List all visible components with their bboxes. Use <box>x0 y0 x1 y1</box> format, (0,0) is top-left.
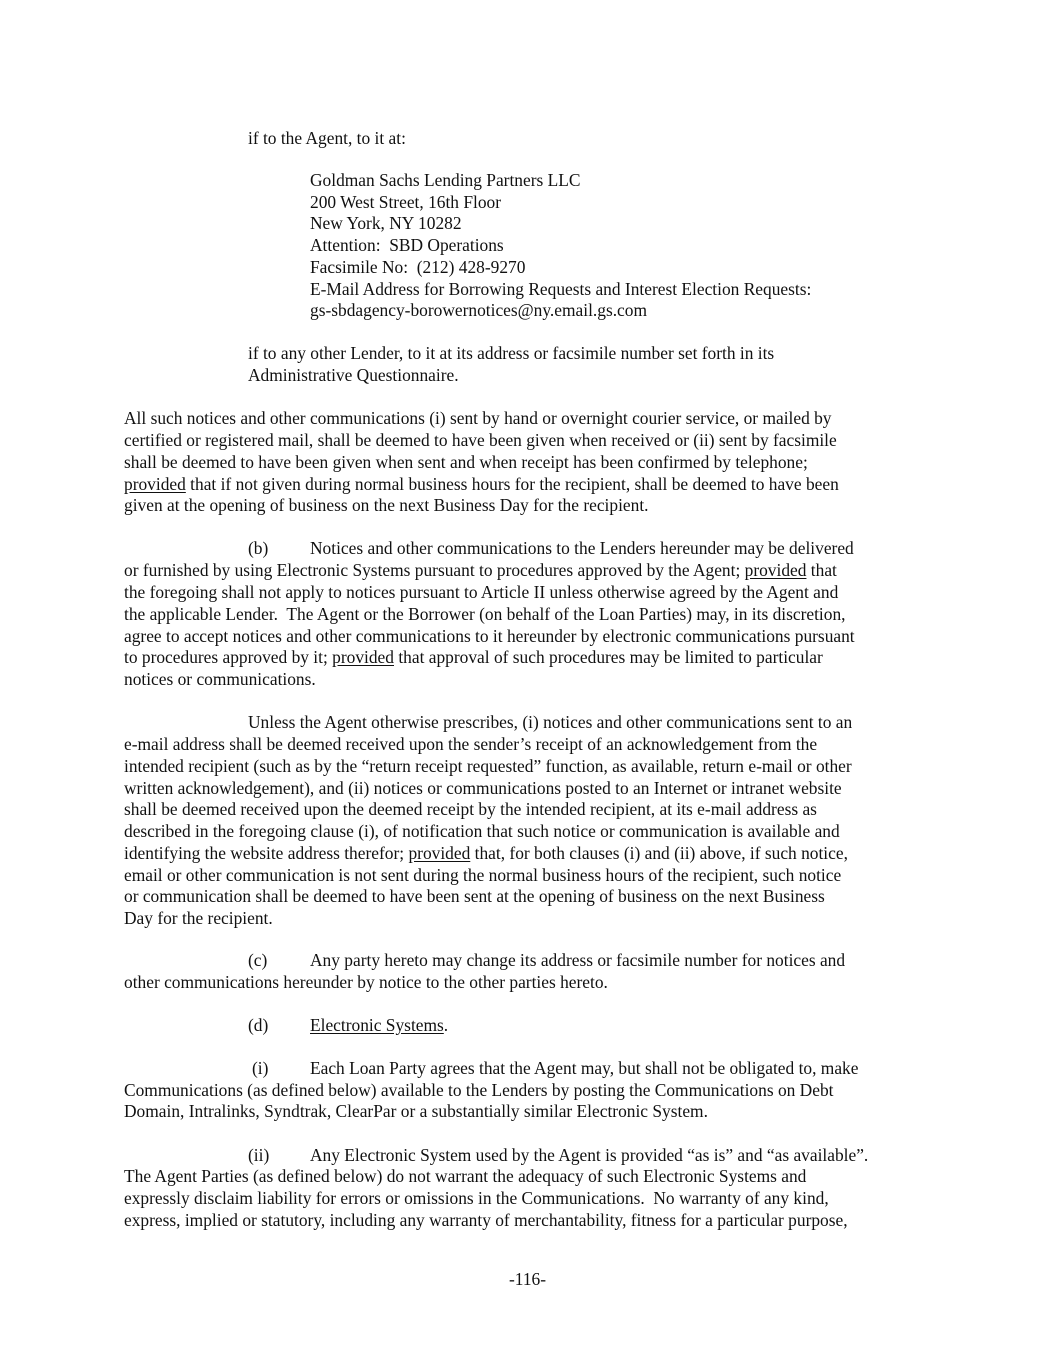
paragraph-line: The Agent Parties (as defined below) do not warrant the adequacy of such Electronic Systems and <box>124 1166 807 1186</box>
paragraph-line: Any party hereto may change its address or facsimile number for notices and <box>310 950 846 970</box>
section-label: (d) <box>248 1015 269 1035</box>
section-heading <box>310 1015 448 1036</box>
address-email-label: E-Mail Address for Borrowing Requests and Interest Election Requests: <box>310 279 812 299</box>
paragraph-line: or communication shall be deemed to have been sent at the opening of business on the next Business <box>124 886 825 906</box>
paragraph-line: shall be deemed to have been given when sent and when receipt has been confirmed by telephone; <box>124 452 808 472</box>
paragraph-line: express, implied or statutory, including any warranty of merchantability, fitness for a particular purpose, <box>124 1210 848 1230</box>
paragraph-line: agree to accept notices and other communications to it hereunder by electronic communications pursuant <box>124 626 855 646</box>
paragraph-line: All such notices and other communications (i) sent by hand or overnight courier service, or mailed by <box>124 408 832 428</box>
paragraph-line: certified or registered mail, shall be deemed to have been given when received or (ii) sent by facsimile <box>124 430 837 450</box>
paragraph-line <box>124 843 848 864</box>
other-lender-line-1: if to any other Lender, to it at its address or facsimile number set forth in its <box>248 343 775 363</box>
paragraph-line: Each Loan Party agrees that the Agent may, but shall not be obligated to, make <box>310 1058 859 1078</box>
heading-period: . <box>443 1015 449 1035</box>
paragraph-line: Any Electronic System used by the Agent is provided “as is” and “as available”. <box>310 1145 869 1165</box>
paragraph-line: shall be deemed received upon the deemed receipt by the intended recipient, at its e-mail address as <box>124 799 817 819</box>
paragraph-line: Communications (as defined below) available to the Lenders by posting the Communications on Debt <box>124 1080 834 1100</box>
provided-term: provided <box>744 560 807 580</box>
provided-term: provided <box>124 474 186 494</box>
paragraph-line: the foregoing shall not apply to notices pursuant to Article II unless otherwise agreed by the Agent and <box>124 582 839 602</box>
paragraph-line: intended recipient (such as by the “return receipt requested” function, as available, return e-mail or other <box>124 756 852 776</box>
other-lender-line-2: Administrative Questionnaire. <box>248 365 459 385</box>
section-title: Electronic Systems <box>310 1015 444 1035</box>
paragraph-line: notices or communications. <box>124 669 316 689</box>
provided-term: provided <box>408 843 471 863</box>
section-label: (ii) <box>248 1145 270 1165</box>
address-facsimile: Facsimile No: (212) 428-9270 <box>310 257 526 277</box>
page-number: -116- <box>508 1269 547 1289</box>
paragraph-line: Unless the Agent otherwise prescribes, (i) notices and other communications sent to an <box>248 712 853 732</box>
paragraph-line <box>124 474 839 495</box>
line-text: to procedures approved by it; <box>124 647 333 667</box>
address-attention: Attention: SBD Operations <box>310 235 504 255</box>
line-text: that <box>806 560 837 580</box>
line-text: identifying the website address therefor; <box>124 843 409 863</box>
paragraph-line: given at the opening of business on the next Business Day for the recipient. <box>124 495 649 515</box>
line-text: that if not given during normal business hours for the recipient, shall be deemed to have been <box>185 474 839 494</box>
paragraph-line <box>124 560 837 581</box>
paragraph-line <box>124 647 823 668</box>
section-label: (b) <box>248 538 269 558</box>
paragraph-line: Day for the recipient. <box>124 908 273 928</box>
section-label: (c) <box>248 950 268 970</box>
paragraph-line: Notices and other communications to the Lenders hereunder may be delivered <box>310 538 854 558</box>
provided-term: provided <box>332 647 394 667</box>
address-name: Goldman Sachs Lending Partners LLC <box>310 170 581 190</box>
address-email: gs-sbdagency-borowernotices@ny.email.gs.com <box>310 300 648 320</box>
paragraph-line: email or other communication is not sent during the normal business hours of the recipient, such notice <box>124 865 842 885</box>
paragraph-line: written acknowledgement), and (ii) notices or communications posted to an Internet or intranet website <box>124 778 842 798</box>
paragraph-line: e-mail address shall be deemed received upon the sender’s receipt of an acknowledgement from the <box>124 734 818 754</box>
line-text: that, for both clauses (i) and (ii) above, if such notice, <box>470 843 848 863</box>
paragraph-line: the applicable Lender. The Agent or the Borrower (on behalf of the Loan Parties) may, in its discretion, <box>124 604 846 624</box>
line-text: or furnished by using Electronic Systems pursuant to procedures approved by the Agent; <box>124 560 745 580</box>
paragraph-line: Domain, Intralinks, Syndtrak, ClearPar or a substantially similar Electronic System. <box>124 1101 708 1121</box>
paragraph-line: other communications hereunder by notice to the other parties hereto. <box>124 972 608 992</box>
line-text: that approval of such procedures may be limited to particular <box>393 647 823 667</box>
section-label: (i) <box>252 1058 269 1078</box>
paragraph-line: described in the foregoing clause (i), of notification that such notice or communication is available and <box>124 821 840 841</box>
agent-intro: if to the Agent, to it at: <box>248 128 406 148</box>
paragraph-line: expressly disclaim liability for errors or omissions in the Communications. No warranty of any kind, <box>124 1188 829 1208</box>
address-city: New York, NY 10282 <box>310 213 462 233</box>
address-street: 200 West Street, 16th Floor <box>310 192 502 212</box>
